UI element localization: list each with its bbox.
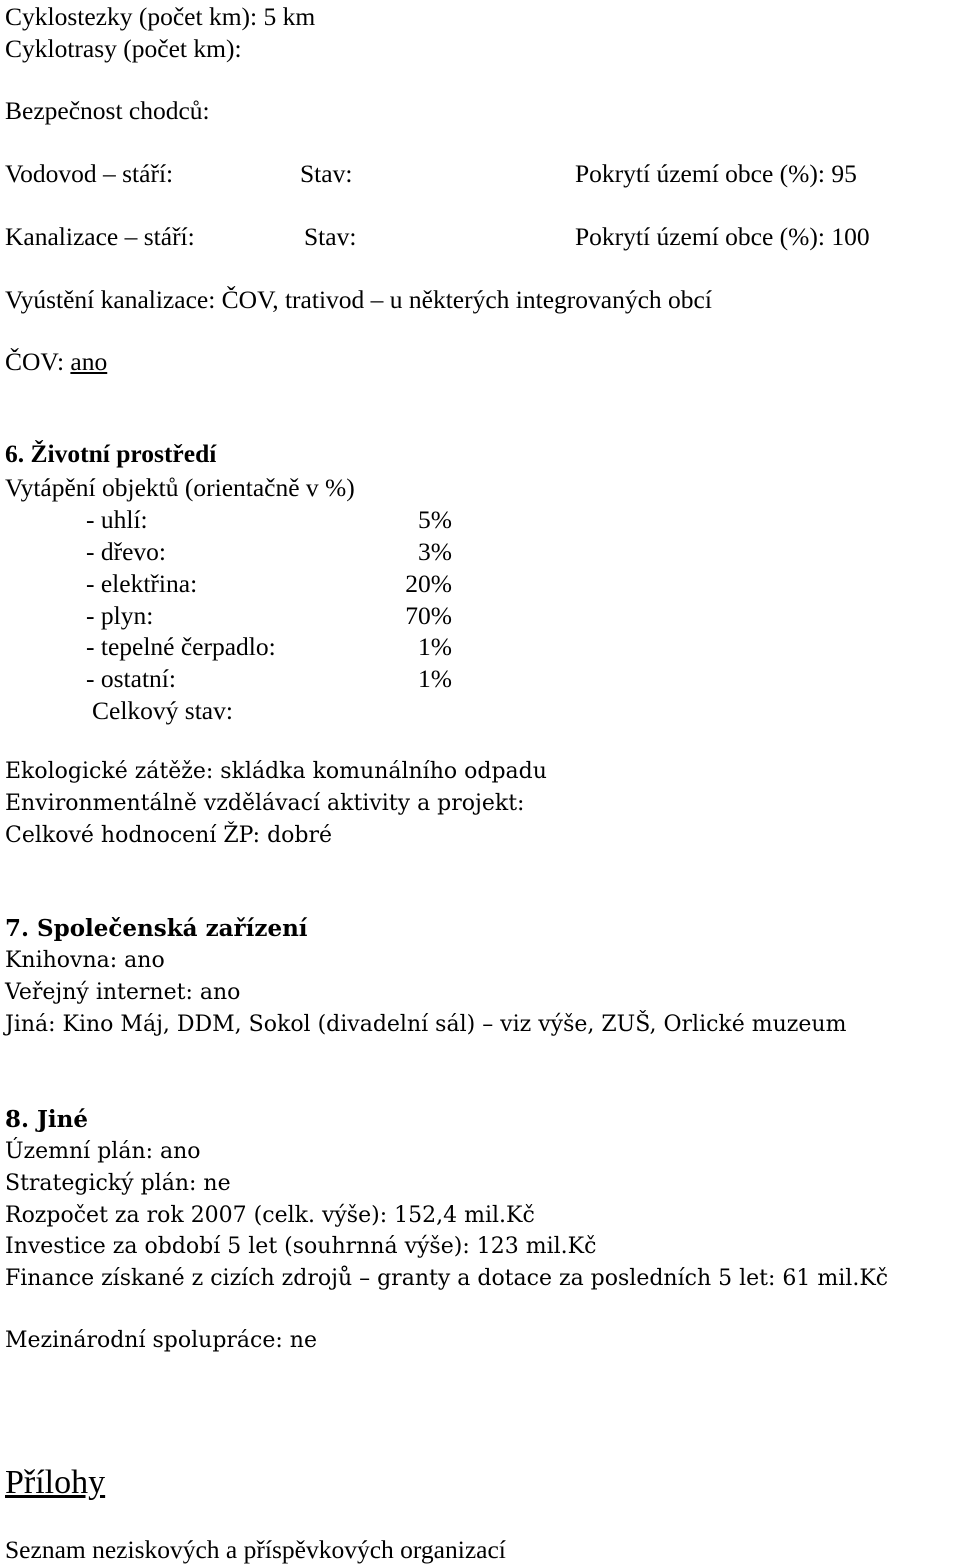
heating-item-value: 1%: [418, 632, 452, 661]
bezpecnost-line: Bezpečnost chodců:: [5, 96, 210, 125]
cov-label: ČOV:: [5, 347, 71, 376]
heating-item-label: - dřevo:: [86, 537, 167, 566]
heating-item-value: 20%: [405, 569, 452, 598]
environmentalne-line: Environmentálně vzdělávací aktivity a projekt:: [5, 791, 525, 816]
cov-line: [5, 349, 107, 375]
heating-item-label: - elektřina:: [86, 569, 198, 598]
heating-item-label: - tepelné čerpadlo:: [86, 632, 276, 661]
knihovna-line: Knihovna: ano: [5, 948, 165, 973]
cyklostezky-line: Cyklostezky (počet km): 5 km: [5, 2, 316, 31]
heating-item-label: - plyn:: [86, 601, 154, 630]
celkovy-stav: Celkový stav:: [92, 696, 233, 725]
investice-line: Investice za období 5 let (souhrnná výše): 123 mil.Kč: [5, 1234, 597, 1259]
jina-line: Jiná: Kino Máj, DDM, Sokol (divadelní sál) – viz výše, ZUŠ, Orlické muzeum: [5, 1012, 847, 1037]
finance-line: Finance získané z cizích zdrojů – granty a dotace za posledních 5 let: 61 mil.Kč: [5, 1266, 889, 1291]
heating-item-value: 3%: [418, 537, 452, 566]
heating-item-value: 70%: [405, 601, 452, 630]
vodovod-pokryti: Pokrytí území obce (%): 95: [575, 159, 857, 188]
cov-value: ano: [70, 347, 108, 376]
vyusteni-line: Vyústění kanalizace: ČOV, trativod – u některých integrovaných obcí: [5, 285, 712, 314]
kanalizace-pokryti: Pokrytí území obce (%): 100: [575, 222, 870, 251]
mezinarodni-line: Mezinárodní spolupráce: ne: [5, 1328, 317, 1353]
cyklotrasy-line: Cyklotrasy (počet km):: [5, 34, 242, 63]
ekologicke-line: Ekologické zátěže: skládka komunálního odpadu: [5, 759, 547, 784]
heating-item-value: 5%: [418, 505, 452, 534]
heating-item-value: 1%: [418, 664, 452, 693]
prilohy-heading: Přílohy: [5, 1464, 106, 1501]
vodovod-stav: Stav:: [300, 159, 353, 188]
vytapeni-line: Vytápění objektů (orientačně v %): [5, 473, 355, 502]
section6-heading: 6. Životní prostředí: [5, 439, 217, 468]
vodovod-stari: Vodovod – stáří:: [5, 159, 174, 188]
hodnoceni-line: Celkové hodnocení ŽP: dobré: [5, 823, 333, 848]
section8-heading: 8. Jiné: [5, 1106, 88, 1133]
section7-heading: 7. Společenská zařízení: [5, 915, 308, 942]
internet-line: Veřejný internet: ano: [5, 980, 241, 1005]
strategicky-line: Strategický plán: ne: [5, 1171, 231, 1196]
kanalizace-stari: Kanalizace – stáří:: [5, 222, 195, 251]
heating-item-label: - uhlí:: [86, 505, 148, 534]
rozpocet-line: Rozpočet za rok 2007 (celk. výše): 152,4 mil.Kč: [5, 1203, 535, 1228]
heating-item-label: - ostatní:: [86, 664, 176, 693]
uzemni-line: Územní plán: ano: [5, 1139, 201, 1164]
kanalizace-stav: Stav:: [304, 222, 357, 251]
seznam-line: Seznam neziskových a příspěvkových organizací: [5, 1535, 506, 1564]
